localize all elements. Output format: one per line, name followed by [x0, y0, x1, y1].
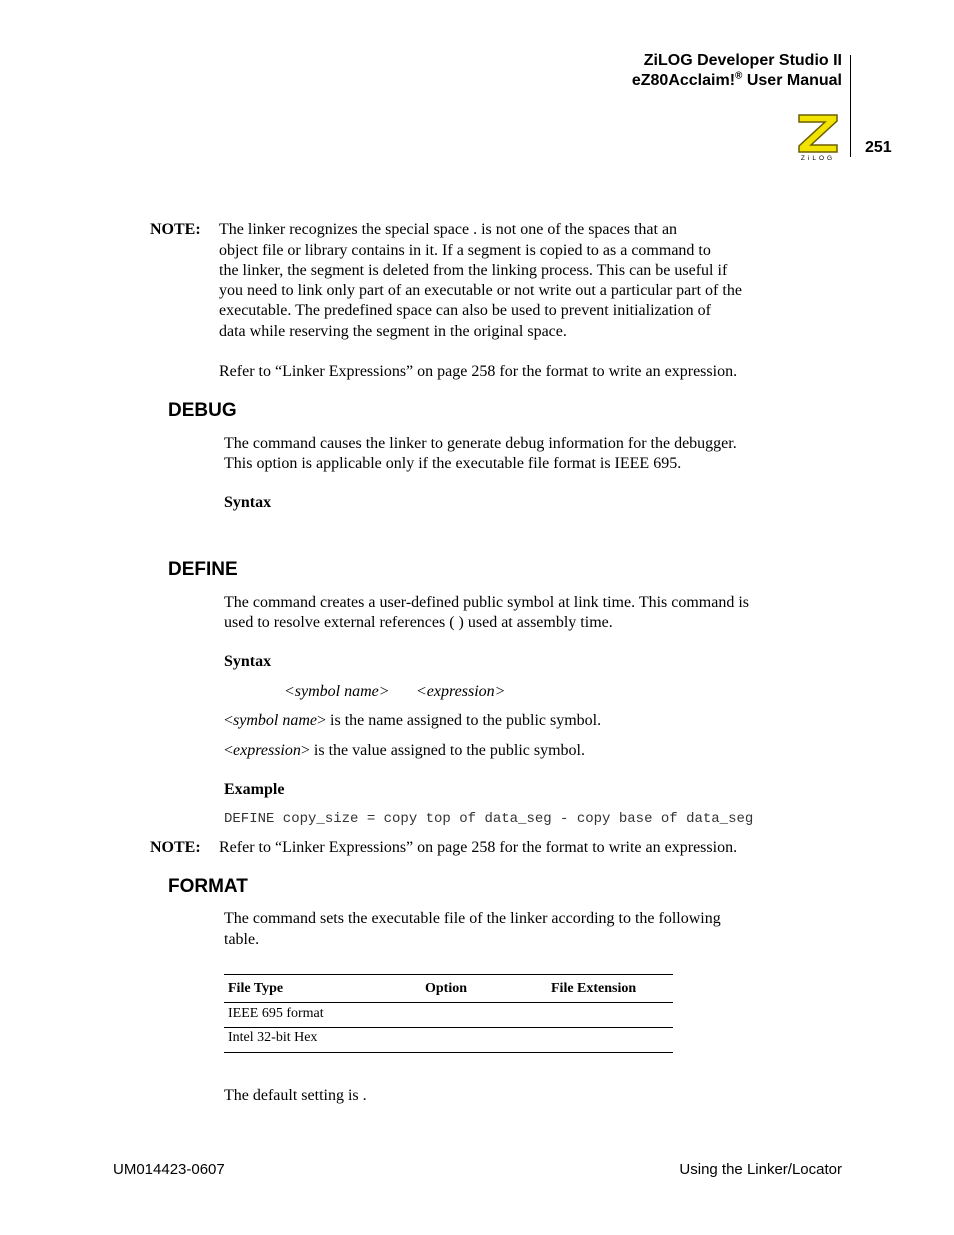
note-line-3: the linker, the segment is deleted from the linking process. This can be useful if — [219, 262, 728, 279]
table-bottom-rule — [224, 1052, 673, 1053]
header-divider — [850, 55, 851, 157]
define-syntax-symbol: <symbol name> — [284, 683, 390, 700]
debug-syntax-label: Syntax — [224, 494, 272, 511]
format-default-text: The default setting is . — [224, 1087, 367, 1104]
note-line-6: data while reserving the segment in the original space. — [219, 323, 567, 340]
define-example-label: Example — [224, 781, 285, 798]
define-line-1: The command creates a user-defined public symbol at link time. This command is — [224, 594, 750, 611]
header-title-line1: ZiLOG Developer Studio II — [643, 52, 842, 69]
define-syntax-expression: <expression> — [416, 683, 506, 700]
note-line-5: executable. The predefined space can also be used to prevent initialization of — [219, 302, 711, 319]
page-number: 251 — [865, 139, 892, 156]
note-refer: Refer to “Linker Expressions” on page 258 for the format to write an expression. — [219, 363, 738, 380]
footer-chapter: Using the Linker/Locator — [679, 1161, 842, 1178]
note-line-2: object file or library contains in it. If a segment is copied to as a command to — [219, 242, 711, 259]
note-label: NOTE: — [150, 221, 201, 238]
table-header-file-extension: File Extension — [551, 981, 637, 996]
define-example-code: DEFINE copy_size = copy top of data_seg - copy base of data_seg — [224, 811, 754, 827]
term-expression: expression — [233, 742, 301, 759]
debug-line-1: The command causes the linker to generate debug information for the debugger. — [224, 435, 737, 452]
define-line-2: used to resolve external references ( ) used at assembly time. — [224, 614, 613, 631]
footer-doc-number: UM014423-0607 — [113, 1161, 225, 1178]
note-2-text: Refer to “Linker Expressions” on page 258 for the format to write an expression. — [219, 839, 738, 856]
table-top-rule — [224, 974, 673, 975]
header-manual: User Manual — [742, 72, 842, 89]
desc-symbol-rest: is the name assigned to the public symbol. — [326, 712, 602, 729]
section-title-define: DEFINE — [168, 559, 238, 580]
logo-wordmark: ZiLOG — [800, 155, 836, 162]
table-row-2-file-type: Intel 32-bit Hex — [228, 1030, 318, 1045]
table-header-file-type: File Type — [228, 981, 284, 996]
table-row-1-file-type: IEEE 695 format — [228, 1006, 324, 1021]
define-syntax-label: Syntax — [224, 653, 272, 670]
table-header-rule — [224, 1002, 673, 1003]
note-label-2: NOTE: — [150, 839, 201, 856]
header-product: eZ80Acclaim! — [631, 72, 736, 89]
format-line-1: The command sets the executable file of the linker according to the following — [224, 910, 721, 927]
desc-expression-rest: is the value assigned to the public symbol. — [309, 742, 585, 759]
note-line-1: The linker recognizes the special space . is not one of the spaces that an — [219, 221, 678, 238]
define-desc-expression: <expression> is the value assigned to the public symbol. — [224, 742, 585, 759]
table-header-option: Option — [425, 981, 468, 996]
term-symbol-name: symbol name — [233, 712, 318, 729]
header-title-line2 — [632, 72, 842, 90]
table-row-rule — [224, 1027, 673, 1028]
section-title-debug: DEBUG — [168, 400, 237, 421]
debug-line-2: This option is applicable only if the executable file format is IEEE 695. — [224, 455, 682, 472]
define-desc-symbol: <symbol name> is the name assigned to the public symbol. — [224, 712, 602, 729]
note-line-4: you need to link only part of an executable or not write out a particular part of the — [219, 282, 742, 299]
section-title-format: FORMAT — [168, 876, 248, 897]
format-line-2: table. — [224, 931, 260, 948]
registered-mark: ® — [735, 70, 743, 82]
zilog-logo — [795, 112, 841, 162]
